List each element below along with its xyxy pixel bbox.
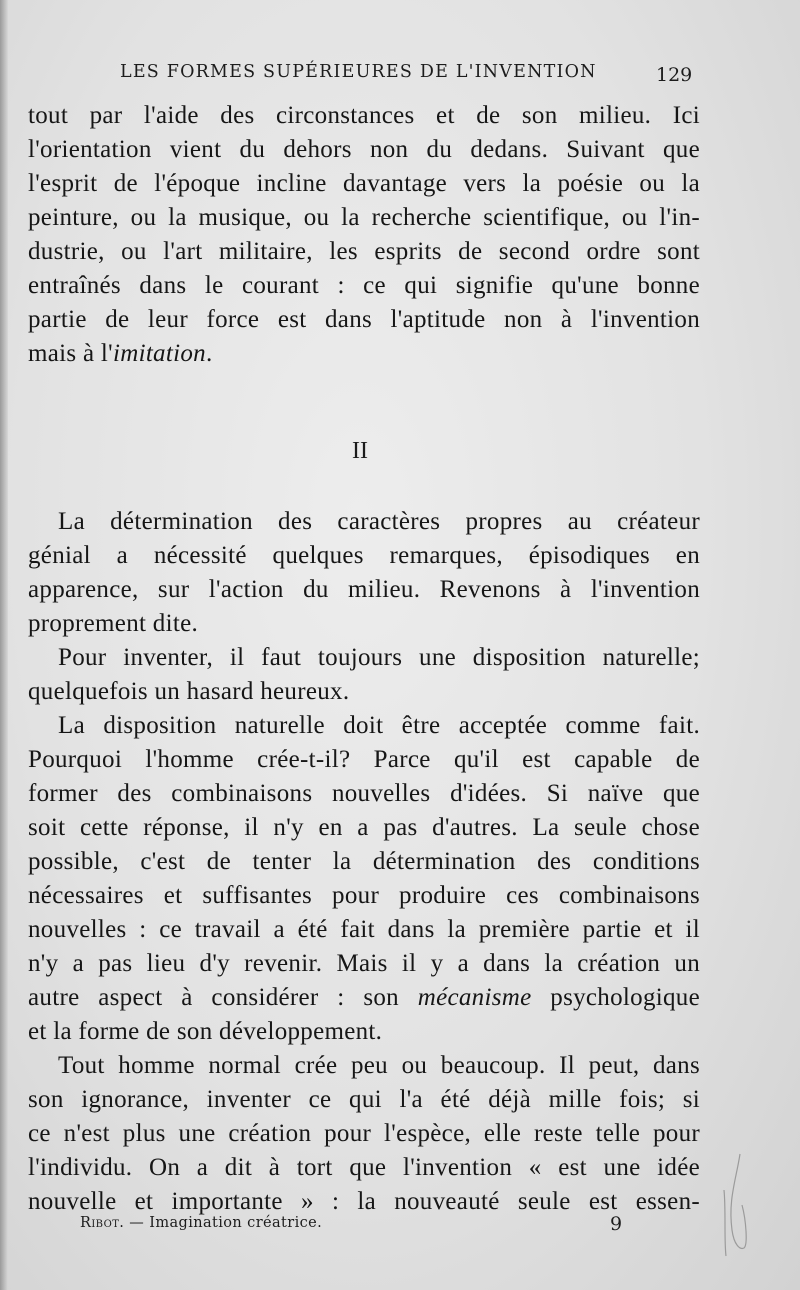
- text-fragment: .: [205, 340, 213, 367]
- page-edge-shadow: [0, 0, 8, 1290]
- text-line: nécessaires et suffisantes pour produire ces combinaisons: [28, 882, 700, 909]
- text-line: ce n'est plus une création pour l'espèce, elle reste telle pour: [28, 1120, 700, 1147]
- text-fragment: psychologique: [531, 984, 700, 1011]
- text-line: apparence, sur l'action du milieu. Revenons à l'invention: [28, 576, 700, 603]
- text-line: former des combinaisons nouvelles d'idées. Si naïve que: [28, 780, 700, 807]
- text-line: [28, 337, 700, 371]
- footer-dash: —: [124, 1215, 150, 1231]
- text-line: partie de leur force est dans l'aptitude non à l'invention: [28, 306, 700, 333]
- section-body: [28, 505, 700, 1219]
- page-footer: [80, 1213, 640, 1239]
- text-line: nouvelles : ce travail a été fait dans la première partie et il: [28, 916, 700, 943]
- text-line: quelquefois un hasard heureux.: [28, 678, 350, 705]
- section-heading: II: [352, 438, 368, 464]
- text-line: dustrie, ou l'art militaire, les esprits de second ordre sont: [28, 238, 700, 265]
- text-fragment: autre aspect à considérer : son: [28, 984, 418, 1011]
- text-line: proprement dite.: [28, 610, 199, 637]
- running-head: [0, 60, 800, 90]
- text-line: La détermination des caractères propres au créateur: [58, 508, 700, 535]
- text-line: possible, c'est de tenter la détermination des conditions: [28, 848, 700, 875]
- text-line: son ignorance, inventer ce qui l'a été déjà mille fois; si: [28, 1086, 700, 1113]
- text-line: peinture, ou la musique, ou la recherche scientifique, ou l'in-: [28, 204, 700, 231]
- text-line: Pourquoi l'homme crée-t-il? Parce qu'il est capable de: [28, 746, 700, 773]
- signature-mark: 9: [610, 1213, 623, 1235]
- footer-citation: [80, 1215, 322, 1231]
- paragraph-1: [28, 99, 700, 371]
- text-line: Pour inventer, il faut toujours une disposition naturelle;: [58, 644, 700, 671]
- text-line: nouvelle et importante » : la nouveauté seule est essen-: [28, 1188, 700, 1215]
- running-head-title: LES FORMES SUPÉRIEURES DE L'INVENTION: [120, 62, 597, 82]
- text-line: soit cette réponse, il n'y en a pas d'autres. La seule chose: [28, 814, 700, 841]
- text-line: entraînés dans le courant : ce qui signifie qu'une bonne: [28, 272, 700, 299]
- footer-work: Imagination créatrice.: [149, 1215, 323, 1231]
- text-fragment: mais à l': [28, 340, 113, 367]
- footer-author: Ribot.: [80, 1215, 125, 1231]
- text-line: génial a nécessité quelques remarques, épisodiques en: [28, 542, 700, 569]
- text-line: [28, 981, 700, 1015]
- text-line: n'y a pas lieu d'y revenir. Mais il y a dans la création un: [28, 950, 700, 977]
- pencil-annotation-icon: [718, 1150, 758, 1260]
- text-line: l'orientation vient du dehors non du dedans. Suivant que: [28, 136, 700, 163]
- text-line: et la forme de son développement.: [28, 1018, 383, 1045]
- text-line: l'individu. On a dit à tort que l'invention « est une idée: [28, 1154, 700, 1181]
- page-number: 129: [656, 64, 693, 86]
- italic-term: mécanisme: [417, 984, 532, 1011]
- text-line: La disposition naturelle doit être acceptée comme fait.: [58, 712, 700, 739]
- text-line: l'esprit de l'époque incline davantage vers la poésie ou la: [28, 170, 700, 197]
- italic-term: imitation: [112, 340, 206, 367]
- text-line: Tout homme normal crée peu ou beaucoup. Il peut, dans: [58, 1052, 700, 1079]
- text-line: tout par l'aide des circonstances et de son milieu. Ici: [28, 102, 700, 129]
